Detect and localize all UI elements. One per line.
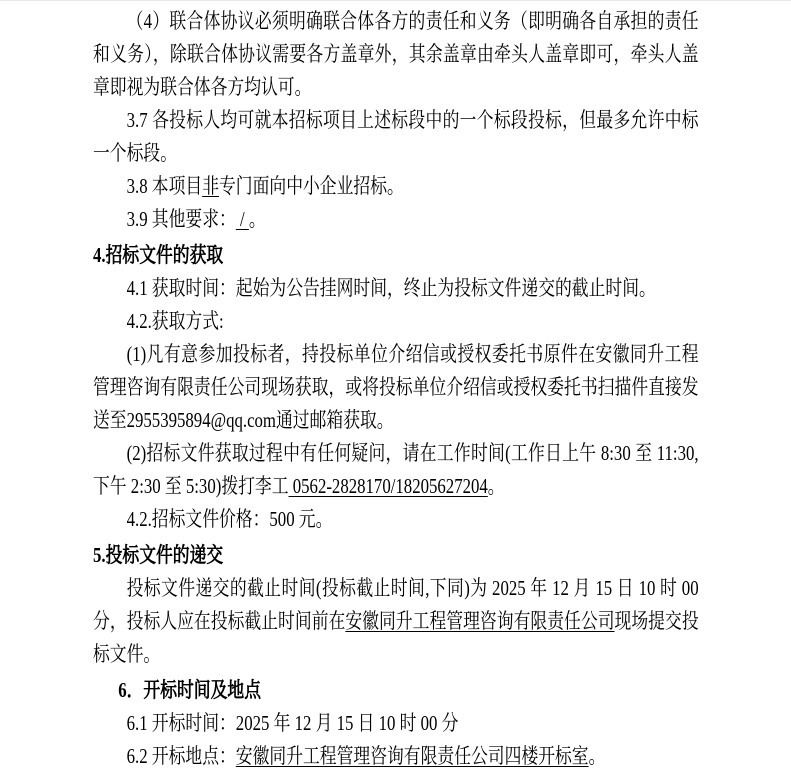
text-run: 6.1 开标时间：2025 年 12 月 15 日 10 时 00 分 [126, 711, 459, 735]
para-3-7-bid-sections [93, 104, 699, 170]
text-run: 。 [487, 474, 505, 498]
text-run: 现场提交投标文件。 [93, 609, 699, 666]
text-run: 。 [248, 207, 266, 231]
text-run: 。 [588, 744, 606, 768]
text-run: 专门面向中小企业招标。 [219, 174, 404, 198]
text-run: (1)凡有意参加投标者，持投标单位介绍信或授权委托书原件在安徽同升工程管理咨询有限责任公司现场获取，或将投标单位介绍信或授权委托书扫描件直接发送至2955395894@qq.com通过邮箱获取。 [93, 342, 699, 432]
text-run: 3.7 各投标人均可就本招标项目上述标段中的一个标段投标，但最多允许中标一个标段。 [93, 108, 699, 165]
heading-text: 5.投标文件的递交 [93, 543, 224, 567]
heading-text: 4.招标文件的获取 [93, 243, 224, 267]
para-4-2-1-onsite-or-email [93, 338, 699, 437]
text-run: 3.9 其他要求： [126, 207, 236, 231]
para-joint-venture-agreement [93, 5, 699, 104]
heading-5-bid-submission [93, 539, 699, 572]
document-body [93, 5, 699, 773]
text-run: 4.2.招标文件价格：500 元。 [126, 507, 333, 531]
para-3-8-sme-statement [93, 170, 699, 203]
text-run: 6.2 开标地点： [126, 744, 236, 768]
para-4-2-obtain-method [93, 305, 699, 338]
heading-4-obtaining-bid-documents [93, 239, 699, 272]
para-4-2-document-price [93, 503, 699, 536]
para-3-9-other-requirements [93, 203, 699, 236]
underlined-company-name: 安徽同升工程管理咨询有限责任公司 [345, 609, 615, 633]
heading-text: 6．开标时间及地点 [118, 678, 261, 702]
para-6-2-opening-place [93, 740, 699, 773]
para-6-1-opening-time [93, 707, 699, 740]
underlined-blank-slash: / [235, 207, 249, 231]
text-run: 3.8 本项目 [126, 174, 203, 198]
underlined-phone-numbers: 0562-2828170/18205627204 [288, 474, 488, 498]
para-4-2-2-contact-phone [93, 437, 699, 503]
underlined-opening-room: 安徽同升工程管理咨询有限责任公司四楼开标室 [235, 744, 589, 768]
text-run: （4）联合体协议必须明确联合体各方的责任和义务（即明确各自承担的责任和义务），除联合体协议需要各方盖章外，其余盖章由牵头人盖章即可，牵头人盖章即视为联合体各方均认可。 [93, 9, 699, 99]
heading-6-bid-opening [93, 674, 699, 707]
text-run: (2)招标文件获取过程中有任何疑问，请在工作时间(工作日上午 8:30 至 11:30,下午 2:30 至 5:30)拨打李工 [93, 441, 699, 498]
text-run: 4.2.获取方式: [126, 309, 224, 333]
underlined-text: 非 [202, 174, 219, 198]
text-run: 投标文件递交的截止时间(投标截止时间,下同)为 2025 年 12 月 15 日 10 时 00 分，投标人应在投标截止时间前在 [93, 576, 699, 633]
text-run: 4.1 获取时间：起始为公告挂网时间，终止为投标文件递交的截止时间。 [126, 276, 656, 300]
para-4-1-obtain-time [93, 272, 699, 305]
para-5-submission-deadline [93, 572, 699, 671]
